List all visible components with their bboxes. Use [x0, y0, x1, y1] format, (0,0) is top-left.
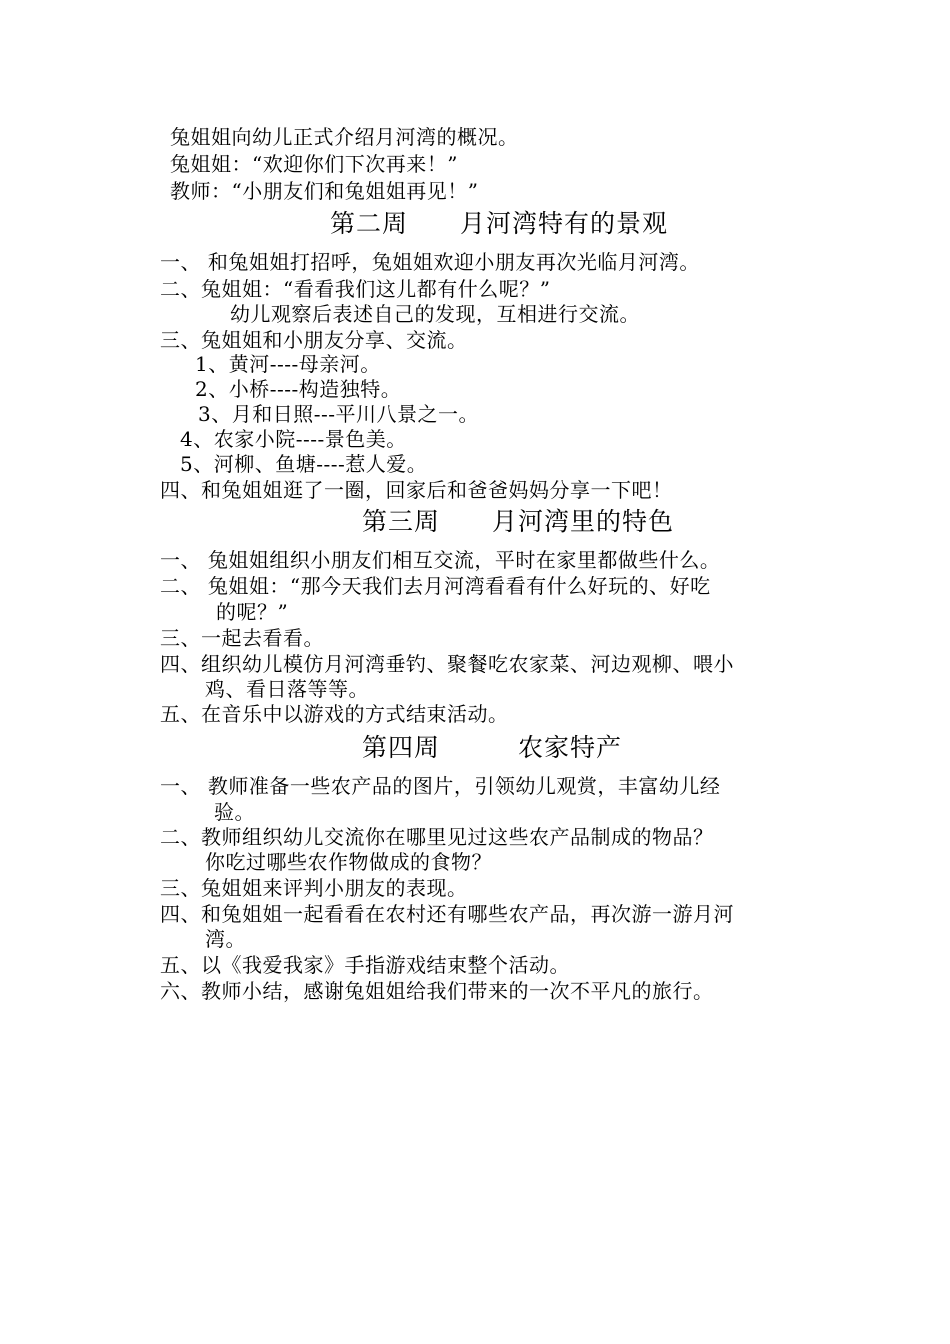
- week3-item-2: 二、 兔姐姐：“那今天我们去月河湾看看有什么好玩的、好吃: [160, 574, 711, 598]
- intro-line-3: 教师：“小朋友们和兔姐姐再见！”: [170, 179, 479, 203]
- week2-item-2-cont: 幼儿观察后表述自己的发现，互相进行交流。: [230, 302, 640, 326]
- week4-item-4-cont: 湾。: [205, 927, 246, 951]
- week2-sub-3: 3、月和日照---平川八景之一。: [198, 402, 479, 426]
- week4-item-4: 四、和兔姐姐一起看看在农村还有哪些农产品，再次游一游月河: [160, 902, 734, 926]
- week4-heading: 第四周 农家特产: [362, 733, 623, 762]
- week4-item-1: 一、 教师准备一些农产品的图片，引领幼儿观赏，丰富幼儿经: [160, 774, 721, 798]
- week3-item-4: 四、组织幼儿模仿月河湾垂钓、聚餐吃农家菜、河边观柳、喂小: [160, 652, 734, 676]
- week2-sub-2: 2、小桥----构造独特。: [195, 377, 402, 401]
- week3-item-1: 一、 兔姐姐组织小朋友们相互交流，平时在家里都做些什么。: [160, 548, 721, 572]
- week2-sub-1: 1、黄河----母亲河。: [195, 352, 381, 376]
- week2-sub-5: 5、河柳、鱼塘----惹人爱。: [180, 452, 428, 476]
- week2-item-2: 二、兔姐姐：“看看我们这儿都有什么呢？”: [160, 277, 551, 301]
- week2-heading: 第二周 月河湾特有的景观: [330, 209, 669, 238]
- week4-item-6: 六、教师小结，感谢兔姐姐给我们带来的一次不平凡的旅行。: [160, 979, 714, 1003]
- week3-heading: 第三周 月河湾里的特色: [362, 507, 675, 536]
- intro-line-2: 兔姐姐：“欢迎你们下次再来！”: [170, 152, 458, 176]
- week2-item-1: 一、 和兔姐姐打招呼，兔姐姐欢迎小朋友再次光临月河湾。: [160, 250, 700, 274]
- week2-sub-4: 4、农家小院----景色美。: [180, 427, 407, 451]
- week3-item-2-cont: 的呢？”: [216, 600, 289, 624]
- week3-item-3: 三、一起去看看。: [160, 626, 324, 650]
- week4-item-5: 五、以《我爱我家》手指游戏结束整个活动。: [160, 953, 570, 977]
- week4-item-3: 三、兔姐姐来评判小朋友的表现。: [160, 876, 468, 900]
- week3-item-5: 五、在音乐中以游戏的方式结束活动。: [160, 702, 509, 726]
- intro-line-1: 兔姐姐向幼儿正式介绍月河湾的概况。: [170, 125, 519, 149]
- week4-item-2-cont: 你吃过哪些农作物做成的食物？: [205, 850, 492, 874]
- week2-item-3: 三、兔姐姐和小朋友分享、交流。: [160, 328, 468, 352]
- week2-item-4: 四、和兔姐姐逛了一圈，回家后和爸爸妈妈分享一下吧！: [160, 478, 673, 502]
- week3-item-4-cont: 鸡、看日落等等。: [205, 677, 369, 701]
- week4-item-2: 二、教师组织幼儿交流你在哪里见过这些农产品制成的物品？: [160, 825, 714, 849]
- week4-item-1-cont: 验。: [214, 800, 255, 824]
